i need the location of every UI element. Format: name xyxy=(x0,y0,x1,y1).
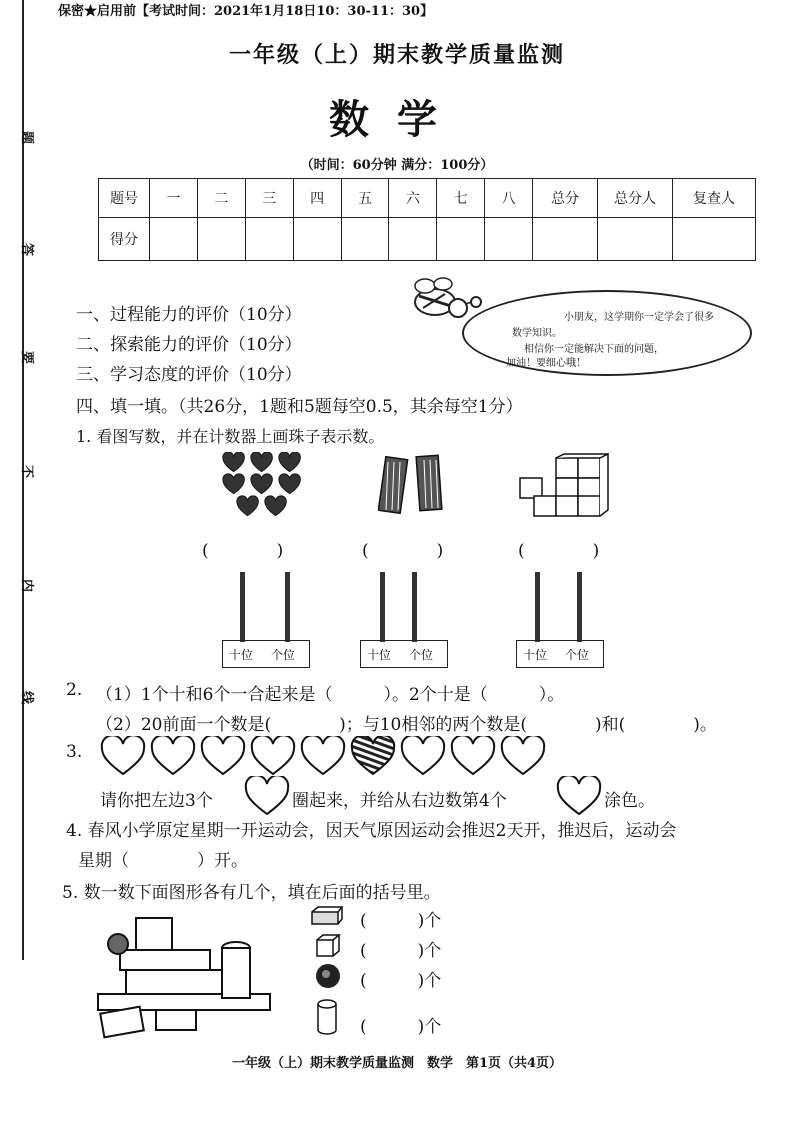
q2-number: 2. xyxy=(66,680,83,700)
q3-instruction-b: 圈起来，并给从右边数第4个 xyxy=(292,791,507,811)
page-title: 数学 xyxy=(329,96,465,143)
q3-instruction-c: 涂色。 xyxy=(604,791,655,811)
score-cell[interactable] xyxy=(389,218,437,261)
abacus-ones-label: 个位 xyxy=(271,648,296,662)
hearts-row xyxy=(100,736,560,778)
heart-icon[interactable] xyxy=(402,736,444,774)
abacus-rod xyxy=(285,572,290,642)
q2-part1: （1）1个十和6个一合起来是（ ）。2个十是（ ）。 xyxy=(96,685,565,705)
table-header-cell: 总分 xyxy=(533,179,598,218)
count-blank-cylinder[interactable]: ( )个 xyxy=(360,1017,442,1037)
margin-char: 线 xyxy=(19,690,35,705)
score-cell[interactable] xyxy=(197,218,245,261)
heart-icon xyxy=(244,776,290,816)
time-info: （时间：60分钟 满分：100分） xyxy=(300,158,494,173)
score-cell[interactable] xyxy=(293,218,341,261)
abacus-base xyxy=(516,640,604,668)
count-blank-cuboid[interactable]: ( )个 xyxy=(360,911,442,931)
abacus-rod xyxy=(240,572,245,642)
score-cell[interactable] xyxy=(437,218,485,261)
section-4: 四、填一填。（共26分，1题和5题每空0.5，其余每空1分） xyxy=(76,397,523,417)
heart-icon xyxy=(556,776,602,816)
bubble-text: 加油！要细心哦！ xyxy=(506,358,586,369)
cylinder-icon xyxy=(316,998,338,1038)
table-header-cell: 四 xyxy=(293,179,341,218)
score-table-score-row xyxy=(99,218,756,261)
sphere-icon xyxy=(314,962,342,990)
cuboid-icon xyxy=(308,904,344,928)
abacus-base xyxy=(222,640,310,668)
abacus-rod xyxy=(577,572,582,642)
abacus-ones-label: 个位 xyxy=(565,648,590,662)
count-blank-sphere[interactable]: ( )个 xyxy=(360,971,442,991)
abacus-tens-label: 十位 xyxy=(367,648,392,662)
abacus-tens-label: 十位 xyxy=(229,648,254,662)
margin-char: 要 xyxy=(19,350,35,365)
margin-char: 不 xyxy=(19,464,35,479)
q1-instruction: 1. 看图写数，并在计数器上画珠子表示数。 xyxy=(76,427,385,446)
abacus-tens-label: 十位 xyxy=(523,648,548,662)
stick-bundles-picture xyxy=(378,452,448,516)
heart-icon[interactable] xyxy=(302,736,344,774)
margin-char: 内 xyxy=(19,578,35,593)
table-header-cell: 三 xyxy=(245,179,293,218)
q3-instruction-a: 请你把左边3个 xyxy=(100,791,213,811)
abacus-base xyxy=(360,640,448,668)
score-cell[interactable] xyxy=(150,218,198,261)
heart-icon[interactable] xyxy=(102,736,144,774)
table-header-cell: 题号 xyxy=(99,179,150,218)
table-row-label: 得分 xyxy=(99,218,150,261)
score-table xyxy=(98,178,756,261)
section-1: 一、过程能力的评价（10分） xyxy=(76,305,302,325)
heart-striped-icon[interactable] xyxy=(352,736,394,774)
q3-number: 3. xyxy=(66,742,83,762)
heart-icon[interactable] xyxy=(502,736,544,774)
table-header-cell: 七 xyxy=(437,179,485,218)
table-header-cell: 复查人 xyxy=(673,179,756,218)
answer-blank[interactable]: ( ) xyxy=(202,541,284,561)
answer-blank[interactable]: ( ) xyxy=(518,541,600,561)
hearts-picture xyxy=(218,452,310,522)
answer-blank[interactable]: ( ) xyxy=(362,541,444,561)
exam-time-line: 保密★启用前【考试时间：2021年1月18日10：30-11：30】 xyxy=(58,4,434,19)
score-cell[interactable] xyxy=(485,218,533,261)
speech-bubble xyxy=(462,290,752,376)
section-3: 三、学习态度的评价（10分） xyxy=(76,365,302,385)
q5-instruction: 5. 数一数下面图形各有几个，填在后面的括号里。 xyxy=(62,883,441,903)
bubble-text: 数学知识。 xyxy=(512,328,562,339)
page-footer: 一年级（上）期末教学质量监测 数学 第1页（共4页） xyxy=(231,1056,563,1071)
margin-char: 答 xyxy=(19,242,35,257)
heart-icon[interactable] xyxy=(152,736,194,774)
table-header-cell: 总分人 xyxy=(598,179,673,218)
bubble-text: 相信你一定能解决下面的问题， xyxy=(524,344,664,355)
abacus-rod xyxy=(412,572,417,642)
abacus-ones-label: 个位 xyxy=(409,648,434,662)
heart-icon[interactable] xyxy=(202,736,244,774)
score-cell[interactable] xyxy=(673,218,756,261)
blocks-figure xyxy=(96,910,276,1040)
cubes-picture xyxy=(516,452,612,520)
cube-icon xyxy=(314,932,342,960)
table-header-cell: 八 xyxy=(485,179,533,218)
table-header-cell: 一 xyxy=(150,179,198,218)
score-cell[interactable] xyxy=(245,218,293,261)
table-header-cell: 五 xyxy=(341,179,389,218)
score-cell[interactable] xyxy=(341,218,389,261)
table-header-cell: 二 xyxy=(197,179,245,218)
bubble-text: 小朋友，这学期你一定学会了很多 xyxy=(564,312,714,323)
exam-subtitle: 一年级（上）期末教学质量监测 xyxy=(228,42,565,68)
score-table-header-row xyxy=(99,179,756,218)
score-cell[interactable] xyxy=(598,218,673,261)
section-2: 二、探索能力的评价（10分） xyxy=(76,335,302,355)
heart-icon[interactable] xyxy=(252,736,294,774)
margin-char: 题 xyxy=(19,130,35,145)
q4-line1: 4. 春风小学原定星期一开运动会，因天气原因运动会推迟2天开，推迟后，运动会 xyxy=(66,821,677,841)
q2-part2: （2）20前面一个数是( )；与10相邻的两个数是( )和( )。 xyxy=(96,715,717,735)
count-blank-cube[interactable]: ( )个 xyxy=(360,941,442,961)
table-header-cell: 六 xyxy=(389,179,437,218)
q4-line2: 星期（ ）开。 xyxy=(78,851,248,871)
score-cell[interactable] xyxy=(533,218,598,261)
abacus-rod xyxy=(380,572,385,642)
heart-icon[interactable] xyxy=(452,736,494,774)
abacus-rod xyxy=(535,572,540,642)
